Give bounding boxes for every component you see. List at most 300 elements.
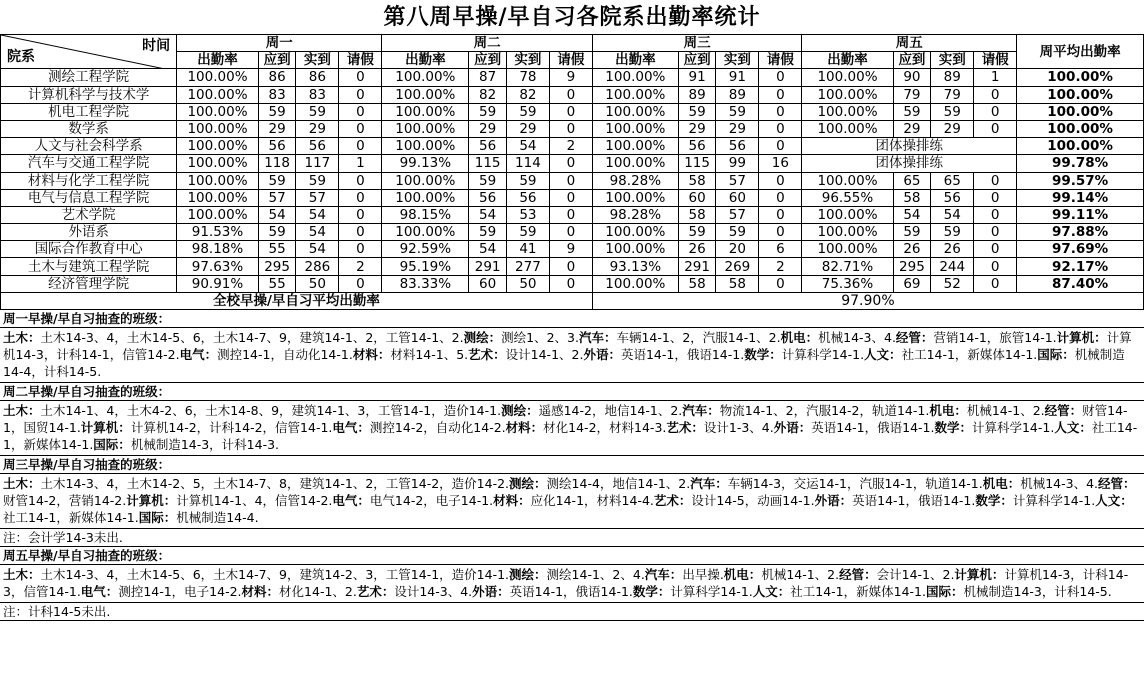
table-row bbox=[1, 86, 1144, 103]
value-cell: 0 bbox=[549, 103, 592, 120]
value-cell: 59 bbox=[893, 224, 931, 241]
value-cell: 115 bbox=[678, 155, 716, 172]
value-cell: 98.28% bbox=[592, 206, 678, 223]
class-list-text: 设计14-5，动画14-1. bbox=[691, 493, 815, 508]
class-list-text: 营销14-1，旅管14-1. bbox=[933, 330, 1057, 345]
value-cell: 58 bbox=[678, 206, 716, 223]
dept-abbrev-label: 材料： bbox=[241, 584, 280, 599]
value-cell: 100.00% bbox=[592, 224, 678, 241]
class-list-text: 英语14-1，俄语14-1. bbox=[852, 493, 976, 508]
value-cell: 58 bbox=[678, 275, 716, 292]
value-cell: 0 bbox=[974, 275, 1017, 292]
value-cell: 0 bbox=[339, 86, 382, 103]
value-cell: 53 bbox=[506, 206, 549, 223]
value-cell: 0 bbox=[339, 138, 382, 155]
dept-abbrev-label: 数学： bbox=[934, 420, 972, 435]
value-cell: 59 bbox=[506, 224, 549, 241]
value-cell: 56 bbox=[469, 189, 507, 206]
dept-abbrev-label: 外语： bbox=[472, 584, 510, 599]
dept-cell: 经济管理学院 bbox=[1, 275, 177, 292]
value-cell: 100.00% bbox=[382, 120, 469, 137]
value-cell: 60 bbox=[469, 275, 507, 292]
value-cell: 60 bbox=[716, 189, 759, 206]
class-list-text: 测控14-1，电子14-2. bbox=[118, 584, 242, 599]
value-cell: 0 bbox=[339, 206, 382, 223]
corner-header-cell bbox=[1, 35, 177, 69]
table-row bbox=[1, 206, 1144, 223]
value-cell: 118 bbox=[258, 155, 296, 172]
value-cell: 97.63% bbox=[177, 258, 259, 275]
value-cell: 90 bbox=[893, 69, 931, 86]
dept-abbrev-label: 机电： bbox=[929, 403, 967, 418]
value-cell: 86 bbox=[296, 69, 339, 86]
day-header-wed: 周三 bbox=[592, 35, 801, 52]
notes-heading: 周二早操/早自习抽查的班级： bbox=[0, 383, 1144, 401]
value-cell: 100.00% bbox=[802, 206, 893, 223]
dept-abbrev-label: 国际： bbox=[138, 510, 177, 525]
value-cell: 59 bbox=[716, 224, 759, 241]
dept-abbrev-label: 材料： bbox=[493, 493, 531, 508]
table-row bbox=[1, 120, 1144, 137]
dept-abbrev-label: 材料： bbox=[352, 347, 391, 362]
value-cell: 93.13% bbox=[592, 258, 678, 275]
column-header: 应到 bbox=[678, 52, 716, 69]
dept-abbrev-label: 国际： bbox=[925, 584, 964, 599]
value-cell: 100.00% bbox=[802, 241, 893, 258]
value-cell: 100.00% bbox=[802, 120, 893, 137]
dept-abbrev-label: 机电： bbox=[723, 567, 762, 582]
value-cell: 100.00% bbox=[802, 69, 893, 86]
value-cell: 56 bbox=[678, 138, 716, 155]
value-cell: 100.00% bbox=[592, 138, 678, 155]
dept-abbrev-label: 国际： bbox=[1037, 347, 1075, 362]
weekly-avg-cell: 100.00% bbox=[1017, 86, 1144, 103]
value-cell: 91 bbox=[716, 69, 759, 86]
merged-note-cell: 团体操排练 bbox=[802, 155, 1017, 172]
value-cell: 59 bbox=[296, 103, 339, 120]
class-list-text: 出早操. bbox=[682, 567, 724, 582]
column-header: 应到 bbox=[258, 52, 296, 69]
value-cell: 1 bbox=[974, 69, 1017, 86]
summary-label: 全校早操/早自习平均出勤率 bbox=[1, 292, 593, 309]
value-cell: 0 bbox=[759, 69, 802, 86]
table-row bbox=[1, 103, 1144, 120]
dept-abbrev-label: 经管： bbox=[839, 567, 877, 582]
dept-cell: 外语系 bbox=[1, 224, 177, 241]
class-list-text: 社工14-1，新媒体14-1. bbox=[901, 347, 1038, 362]
dept-abbrev-label: 测绘： bbox=[509, 567, 547, 582]
value-cell: 286 bbox=[296, 258, 339, 275]
value-cell: 65 bbox=[893, 172, 931, 189]
value-cell: 114 bbox=[506, 155, 549, 172]
class-list-text: 测绘14-1、2、4. bbox=[546, 567, 645, 582]
value-cell: 0 bbox=[974, 103, 1017, 120]
value-cell: 0 bbox=[974, 241, 1017, 258]
column-header: 出勤率 bbox=[382, 52, 469, 69]
dept-abbrev-label: 汽车： bbox=[690, 476, 728, 491]
value-cell: 59 bbox=[469, 224, 507, 241]
value-cell: 100.00% bbox=[592, 103, 678, 120]
corner-dept-label: 院系 bbox=[7, 49, 35, 66]
dept-abbrev-label: 汽车： bbox=[578, 330, 617, 345]
value-cell: 52 bbox=[931, 275, 974, 292]
value-cell: 59 bbox=[931, 224, 974, 241]
weekly-avg-cell: 100.00% bbox=[1017, 103, 1144, 120]
dept-abbrev-label: 计算机： bbox=[126, 493, 177, 508]
class-list-text: 车辆14-3，交运14-1，汽服14-1，轨道14-1. bbox=[727, 476, 983, 491]
dept-abbrev-label: 数学： bbox=[632, 584, 671, 599]
dept-abbrev-label: 汽车： bbox=[682, 403, 720, 418]
value-cell: 90.91% bbox=[177, 275, 259, 292]
dept-abbrev-label: 人文： bbox=[1054, 420, 1092, 435]
value-cell: 54 bbox=[296, 241, 339, 258]
column-header: 出勤率 bbox=[177, 52, 259, 69]
value-cell: 58 bbox=[678, 172, 716, 189]
value-cell: 0 bbox=[759, 224, 802, 241]
class-list-text: 设计14-1、2. bbox=[505, 347, 584, 362]
value-cell: 100.00% bbox=[802, 103, 893, 120]
value-cell: 83 bbox=[296, 86, 339, 103]
value-cell: 0 bbox=[339, 189, 382, 206]
dept-abbrev-label: 测绘： bbox=[463, 330, 502, 345]
value-cell: 295 bbox=[893, 258, 931, 275]
value-cell: 58 bbox=[716, 275, 759, 292]
value-cell: 2 bbox=[339, 258, 382, 275]
class-list-text: 材化14-2，材料14-3. bbox=[543, 420, 667, 435]
dept-abbrev-label: 外语： bbox=[773, 420, 812, 435]
value-cell: 54 bbox=[931, 206, 974, 223]
value-cell: 100.00% bbox=[177, 86, 259, 103]
class-list-text: 土木14-3、4，土木14-5、6，土木14-7、9，建筑14-1、2，工管14-1、2. bbox=[40, 330, 464, 345]
value-cell: 100.00% bbox=[177, 172, 259, 189]
value-cell: 79 bbox=[931, 86, 974, 103]
value-cell: 2 bbox=[549, 138, 592, 155]
notes-body bbox=[0, 328, 1144, 383]
value-cell: 16 bbox=[759, 155, 802, 172]
notes-heading: 周五早操/早自习抽查的班级： bbox=[0, 547, 1144, 565]
column-header: 请假 bbox=[339, 52, 382, 69]
value-cell: 0 bbox=[759, 120, 802, 137]
class-list-text: 设计14-3、4. bbox=[394, 584, 473, 599]
dept-abbrev-label: 土木： bbox=[3, 330, 41, 345]
value-cell: 59 bbox=[931, 103, 974, 120]
dept-abbrev-label: 材料： bbox=[505, 420, 544, 435]
value-cell: 54 bbox=[296, 224, 339, 241]
dept-abbrev-label: 计算机： bbox=[954, 567, 1005, 582]
value-cell: 291 bbox=[469, 258, 507, 275]
class-list-text: 社工14-1，新媒体14-1. bbox=[3, 510, 139, 525]
notes-body bbox=[0, 401, 1144, 456]
value-cell: 86 bbox=[258, 69, 296, 86]
value-cell: 83 bbox=[258, 86, 296, 103]
dept-abbrev-label: 艺术： bbox=[666, 420, 704, 435]
dept-abbrev-label: 数学： bbox=[744, 347, 782, 362]
value-cell: 95.19% bbox=[382, 258, 469, 275]
day-header-tue: 周二 bbox=[382, 35, 593, 52]
class-list-text: 计算机14-1、4，信管14-2. bbox=[176, 493, 333, 508]
dept-abbrev-label: 电气： bbox=[80, 584, 119, 599]
value-cell: 100.00% bbox=[382, 86, 469, 103]
column-header: 请假 bbox=[974, 52, 1017, 69]
value-cell: 100.00% bbox=[382, 172, 469, 189]
value-cell: 59 bbox=[506, 172, 549, 189]
value-cell: 82.71% bbox=[802, 258, 893, 275]
column-header: 实到 bbox=[506, 52, 549, 69]
value-cell: 82 bbox=[506, 86, 549, 103]
merged-note-cell: 团体操排练 bbox=[802, 138, 1017, 155]
value-cell: 59 bbox=[469, 103, 507, 120]
value-cell: 96.55% bbox=[802, 189, 893, 206]
value-cell: 117 bbox=[296, 155, 339, 172]
value-cell: 0 bbox=[549, 206, 592, 223]
value-cell: 100.00% bbox=[802, 224, 893, 241]
value-cell: 99 bbox=[716, 155, 759, 172]
column-header: 出勤率 bbox=[802, 52, 893, 69]
value-cell: 100.00% bbox=[177, 206, 259, 223]
value-cell: 0 bbox=[339, 103, 382, 120]
class-list-text: 物流14-1、2，汽服14-2，轨道14-1. bbox=[719, 403, 930, 418]
value-cell: 50 bbox=[506, 275, 549, 292]
class-list-text: 机械14-3、4. bbox=[1020, 476, 1098, 491]
value-cell: 0 bbox=[549, 275, 592, 292]
dept-abbrev-label: 经管： bbox=[1098, 476, 1136, 491]
dept-abbrev-label: 艺术： bbox=[653, 493, 692, 508]
value-cell: 26 bbox=[678, 241, 716, 258]
value-cell: 0 bbox=[974, 86, 1017, 103]
value-cell: 82 bbox=[469, 86, 507, 103]
weekly-avg-header: 周平均出勤率 bbox=[1017, 35, 1144, 69]
dept-abbrev-label: 计算机： bbox=[80, 420, 131, 435]
dept-abbrev-label: 经管： bbox=[895, 330, 934, 345]
notes-body bbox=[0, 565, 1144, 603]
value-cell: 100.00% bbox=[802, 86, 893, 103]
value-cell: 100.00% bbox=[592, 69, 678, 86]
value-cell: 59 bbox=[716, 103, 759, 120]
value-cell: 277 bbox=[506, 258, 549, 275]
value-cell: 100.00% bbox=[382, 103, 469, 120]
class-list-text: 机械制造14-4. bbox=[176, 510, 259, 525]
dept-abbrev-label: 人文： bbox=[864, 347, 902, 362]
value-cell: 100.00% bbox=[592, 189, 678, 206]
value-cell: 0 bbox=[339, 224, 382, 241]
value-cell: 91 bbox=[678, 69, 716, 86]
value-cell: 99.13% bbox=[382, 155, 469, 172]
value-cell: 50 bbox=[296, 275, 339, 292]
notes-heading: 周一早操/早自习抽查的班级： bbox=[0, 310, 1144, 328]
dept-abbrev-label: 测绘： bbox=[509, 476, 547, 491]
weekly-avg-cell: 99.14% bbox=[1017, 189, 1144, 206]
value-cell: 41 bbox=[506, 241, 549, 258]
class-list-text: 计算机14-2，计科14-2，信管14-1. bbox=[130, 420, 333, 435]
summary-value: 97.90% bbox=[592, 292, 1143, 309]
value-cell: 100.00% bbox=[592, 86, 678, 103]
value-cell: 29 bbox=[258, 120, 296, 137]
value-cell: 0 bbox=[974, 189, 1017, 206]
weekly-avg-cell: 100.00% bbox=[1017, 138, 1144, 155]
table-row bbox=[1, 241, 1144, 258]
value-cell: 54 bbox=[296, 206, 339, 223]
table-row bbox=[1, 172, 1144, 189]
dept-abbrev-label: 计算机： bbox=[1056, 330, 1107, 345]
value-cell: 0 bbox=[339, 120, 382, 137]
value-cell: 26 bbox=[931, 241, 974, 258]
value-cell: 0 bbox=[549, 86, 592, 103]
value-cell: 59 bbox=[678, 103, 716, 120]
value-cell: 26 bbox=[893, 241, 931, 258]
weekly-avg-cell: 99.11% bbox=[1017, 206, 1144, 223]
value-cell: 59 bbox=[258, 172, 296, 189]
value-cell: 0 bbox=[549, 120, 592, 137]
class-list-text: 土木14-3、4，土木14-2、5，土木14-7、8，建筑14-1、2，工管14-2，造价14-2. bbox=[40, 476, 510, 491]
value-cell: 29 bbox=[678, 120, 716, 137]
value-cell: 29 bbox=[506, 120, 549, 137]
class-list-text: 材化14-1、2. bbox=[279, 584, 357, 599]
notes-remark: 注：会计学14-3未出. bbox=[0, 529, 1144, 547]
dept-abbrev-label: 电气： bbox=[332, 420, 370, 435]
class-list-text: 测控14-1，自动化14-1. bbox=[217, 347, 353, 362]
dept-abbrev-label: 外语： bbox=[814, 493, 853, 508]
dept-abbrev-label: 土木： bbox=[3, 403, 41, 418]
value-cell: 69 bbox=[893, 275, 931, 292]
value-cell: 59 bbox=[258, 103, 296, 120]
dept-abbrev-label: 电气： bbox=[332, 493, 370, 508]
dept-abbrev-label: 国际： bbox=[93, 437, 131, 452]
sheet-title: 第八周早操/早自习各院系出勤率统计 bbox=[383, 4, 761, 30]
value-cell: 54 bbox=[258, 206, 296, 223]
class-list-text: 机械制造14-3，计科14-5. bbox=[963, 584, 1112, 599]
dept-cell: 人文与社会科学系 bbox=[1, 138, 177, 155]
class-list-text: 设计1-3、4. bbox=[703, 420, 774, 435]
cutoff-row bbox=[0, 621, 1144, 631]
value-cell: 59 bbox=[469, 172, 507, 189]
table-row bbox=[1, 258, 1144, 275]
dept-cell: 土木与建筑工程学院 bbox=[1, 258, 177, 275]
dept-abbrev-label: 汽车： bbox=[644, 567, 683, 582]
dept-abbrev-label: 艺术： bbox=[356, 584, 395, 599]
class-list-text: 应化14-1，材料14-4. bbox=[530, 493, 654, 508]
value-cell: 20 bbox=[716, 241, 759, 258]
value-cell: 0 bbox=[759, 172, 802, 189]
value-cell: 9 bbox=[549, 241, 592, 258]
value-cell: 0 bbox=[549, 155, 592, 172]
value-cell: 59 bbox=[893, 103, 931, 120]
value-cell: 0 bbox=[759, 189, 802, 206]
value-cell: 29 bbox=[893, 120, 931, 137]
value-cell: 54 bbox=[469, 241, 507, 258]
value-cell: 56 bbox=[469, 138, 507, 155]
column-header: 实到 bbox=[716, 52, 759, 69]
class-list-text: 车辆14-1、2，汽服14-1、2. bbox=[616, 330, 781, 345]
value-cell: 0 bbox=[759, 275, 802, 292]
value-cell: 0 bbox=[339, 275, 382, 292]
value-cell: 58 bbox=[893, 189, 931, 206]
value-cell: 59 bbox=[258, 224, 296, 241]
table-row bbox=[1, 155, 1144, 172]
class-list-text: 测绘14-4，地信14-1、2. bbox=[546, 476, 691, 491]
value-cell: 115 bbox=[469, 155, 507, 172]
value-cell: 55 bbox=[258, 241, 296, 258]
value-cell: 0 bbox=[339, 69, 382, 86]
value-cell: 100.00% bbox=[177, 155, 259, 172]
value-cell: 29 bbox=[469, 120, 507, 137]
value-cell: 54 bbox=[893, 206, 931, 223]
value-cell: 0 bbox=[339, 172, 382, 189]
weekly-avg-cell: 99.57% bbox=[1017, 172, 1144, 189]
dept-abbrev-label: 艺术： bbox=[468, 347, 506, 362]
class-list-text: 会计14-1、2. bbox=[876, 567, 955, 582]
value-cell: 100.00% bbox=[177, 103, 259, 120]
column-header: 实到 bbox=[931, 52, 974, 69]
value-cell: 56 bbox=[931, 189, 974, 206]
class-list-text: 测绘1、2、3. bbox=[501, 330, 579, 345]
value-cell: 0 bbox=[759, 86, 802, 103]
value-cell: 29 bbox=[716, 120, 759, 137]
spot-check-notes bbox=[0, 310, 1144, 621]
weekly-avg-cell: 97.88% bbox=[1017, 224, 1144, 241]
notes-body bbox=[0, 474, 1144, 529]
dept-abbrev-label: 土木： bbox=[3, 476, 41, 491]
class-list-text: 电气14-2，电子14-1. bbox=[369, 493, 494, 508]
dept-abbrev-label: 测绘： bbox=[501, 403, 539, 418]
dept-cell: 机电工程学院 bbox=[1, 103, 177, 120]
value-cell: 56 bbox=[296, 138, 339, 155]
dept-cell: 艺术学院 bbox=[1, 206, 177, 223]
value-cell: 98.15% bbox=[382, 206, 469, 223]
value-cell: 56 bbox=[506, 189, 549, 206]
dept-cell: 测绘工程学院 bbox=[1, 69, 177, 86]
dept-cell: 数学系 bbox=[1, 120, 177, 137]
value-cell: 291 bbox=[678, 258, 716, 275]
column-header: 出勤率 bbox=[592, 52, 678, 69]
value-cell: 59 bbox=[506, 103, 549, 120]
value-cell: 100.00% bbox=[802, 172, 893, 189]
value-cell: 2 bbox=[759, 258, 802, 275]
value-cell: 79 bbox=[893, 86, 931, 103]
value-cell: 0 bbox=[549, 258, 592, 275]
class-list-text: 计算科学14-1. bbox=[670, 584, 753, 599]
value-cell: 269 bbox=[716, 258, 759, 275]
dept-abbrev-label: 机电： bbox=[982, 476, 1021, 491]
class-list-text: 社工14-1，新媒体14-1. bbox=[790, 584, 926, 599]
column-header: 应到 bbox=[469, 52, 507, 69]
class-list-text: 机械14-3、4. bbox=[818, 330, 896, 345]
value-cell: 100.00% bbox=[177, 138, 259, 155]
column-header: 请假 bbox=[549, 52, 592, 69]
class-list-text: 机械14-1、2. bbox=[761, 567, 840, 582]
dept-cell: 国际合作教育中心 bbox=[1, 241, 177, 258]
class-list-text: 计算科学14-1. bbox=[1012, 493, 1096, 508]
day-header-fri: 周五 bbox=[802, 35, 1017, 52]
value-cell: 100.00% bbox=[382, 224, 469, 241]
dept-abbrev-label: 人文： bbox=[1095, 493, 1133, 508]
value-cell: 54 bbox=[506, 138, 549, 155]
dept-abbrev-label: 人文： bbox=[752, 584, 791, 599]
value-cell: 29 bbox=[931, 120, 974, 137]
weekly-avg-cell: 99.78% bbox=[1017, 155, 1144, 172]
value-cell: 100.00% bbox=[382, 138, 469, 155]
value-cell: 29 bbox=[296, 120, 339, 137]
value-cell: 6 bbox=[759, 241, 802, 258]
class-list-text: 计算科学14-1. bbox=[781, 347, 865, 362]
value-cell: 0 bbox=[974, 172, 1017, 189]
value-cell: 100.00% bbox=[592, 241, 678, 258]
dept-abbrev-label: 土木： bbox=[3, 567, 41, 582]
value-cell: 75.36% bbox=[802, 275, 893, 292]
class-list-text: 土木14-3、4，土木14-5、6，土木14-7、9，建筑14-2、3，工管14-1，造价14-1. bbox=[40, 567, 510, 582]
value-cell: 57 bbox=[716, 172, 759, 189]
value-cell: 1 bbox=[339, 155, 382, 172]
value-cell: 87 bbox=[469, 69, 507, 86]
